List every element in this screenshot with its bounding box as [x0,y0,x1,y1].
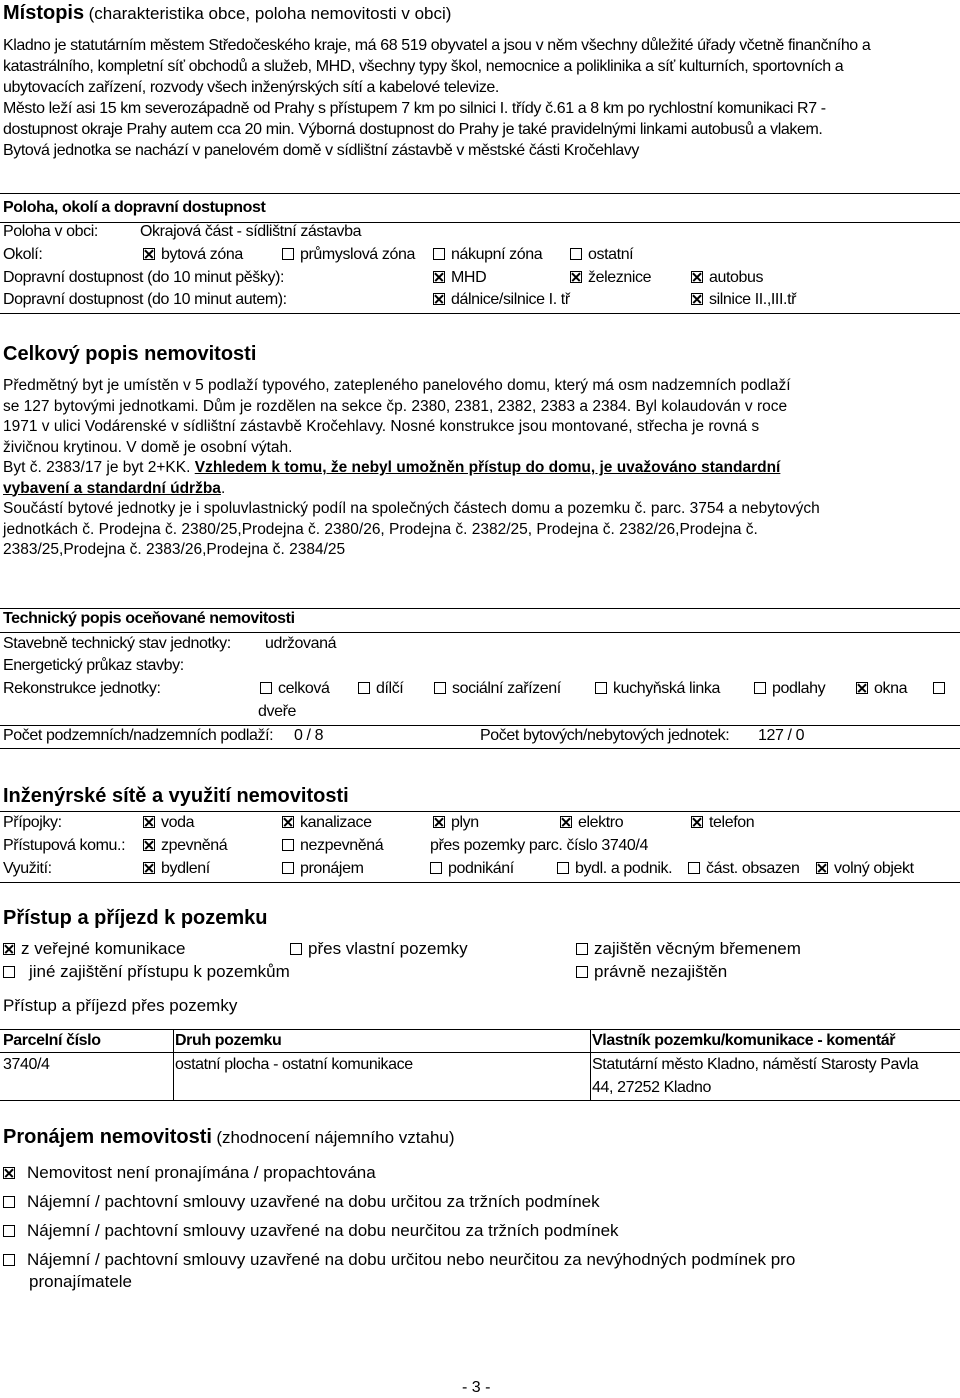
pronajem-heading [3,1126,455,1149]
okoli-option[interactable]: bytová zóna [143,246,243,264]
rekonstrukce-option[interactable]: celková [260,680,329,698]
divider [0,632,960,633]
pripojky-label: Přípojky: [3,814,62,831]
checkbox-empty-icon [576,966,588,978]
checkbox-empty-icon [3,1225,15,1237]
stav-label: Stavebně technický stav jednotky: [3,635,231,652]
podlazi-value: 0 / 8 [294,727,324,744]
podlazi-label: Počet podzemních/nadzemních podlaží: [3,727,274,744]
celkovy-line: 2383/25,Prodejna č. 2383/26,Prodejna č. 2384/25 [3,541,346,558]
checkbox-checked-icon [691,816,703,828]
mistopis-line: Město leží asi 15 km severozápadně od Prahy s přístupem 7 km po silnici I. třídy č.61 a 8 km po rychlostní komunikaci R7 - [3,100,826,117]
checkbox-empty-icon [282,839,294,851]
pronajem-option[interactable]: Nájemní / pachtovní smlouvy uzavřené na dobu určitou nebo neurčitou za nevýhodných podmínek pro [3,1250,795,1270]
vyuziti-option[interactable]: bydlení [143,860,210,878]
table-header: Druh pozemku [175,1032,282,1049]
rekonstrukce-option[interactable]: okna [856,680,907,698]
checkbox-empty-icon [3,1196,15,1208]
mistopis-title: Místopis [3,2,85,24]
jednotek-value: 127 / 0 [758,727,805,744]
autem-option[interactable]: silnice II.,III.tř [691,291,796,309]
rekonstrukce-label: Rekonstrukce jednotky: [3,680,161,697]
energeticky-label: Energetický průkaz stavby: [3,657,184,674]
mistopis-line: Kladno je statutárním městem Středočeského kraje, má 68 519 obyvatel a jsou v něm všechny důležité úřady včetně finančního a [3,37,871,54]
technicky-title: Technický popis oceňované nemovitosti [3,610,295,627]
table-border [0,1100,960,1101]
checkbox-empty-icon [290,943,302,955]
checkbox-checked-icon [856,682,868,694]
checkbox-empty-icon [282,862,294,874]
mistopis-line: ubytovacích zařízení, rozvody všech inženýrských sítí a kabelové televize. [3,79,499,96]
vyuziti-option[interactable]: podnikání [430,860,514,878]
pronajem-option[interactable]: Nájemní / pachtovní smlouvy uzavřené na dobu určitou za tržních podmínek [3,1192,600,1212]
checkbox-checked-icon [433,816,445,828]
divider [0,748,960,749]
checkbox-checked-icon [143,248,155,260]
checkbox-checked-icon [143,862,155,874]
checkbox-empty-icon [260,682,272,694]
checkbox-empty-icon [595,682,607,694]
celkovy-byt-line: Byt č. 2383/17 je byt 2+KK. Vzhledem k tomu, že nebyl umožněn přístup do domu, je uvažováno standardní [3,459,781,476]
pripojka-option[interactable]: voda [143,814,194,832]
checkbox-empty-icon [433,248,445,260]
table-border [590,1029,591,1100]
rekonstrukce-option[interactable]: podlahy [754,680,825,698]
checkbox-checked-icon [691,293,703,305]
checkbox-checked-icon [143,839,155,851]
autem-label: Dopravní dostupnost (do 10 minut autem): [3,291,287,308]
table-cell-vlastnik: Statutární město Kladno, náměstí Starosty Pavla [592,1056,919,1073]
pesky-option[interactable]: MHD [433,269,486,287]
vyuziti-option[interactable]: pronájem [282,860,364,878]
pristup-subtitle: Přístup a příjezd přes pozemky [3,996,238,1015]
table-border [173,1029,174,1100]
table-cell-druh: ostatní plocha - ostatní komunikace [175,1056,413,1073]
mistopis-line: Bytová jednotka se nachází v panelovém domě v sídlištní zástavbě v městské části Kročehlavy [3,142,639,159]
rekonstrukce-option[interactable]: sociální zařízení [434,680,561,698]
checkbox-checked-icon [691,271,703,283]
pripojka-option[interactable]: telefon [691,814,754,832]
stav-value: udržovaná [265,635,337,652]
pristup-option[interactable]: právně nezajištěn [576,962,727,982]
checkbox-empty-icon [434,682,446,694]
pripojka-option[interactable]: elektro [560,814,623,832]
poloha-label: Poloha v obci: [3,223,98,240]
table-border [0,1029,960,1030]
checkbox-empty-icon [570,248,582,260]
divider [0,193,960,194]
rekonstrukce-option[interactable]: kuchyňská linka [595,680,720,698]
checkbox-checked-icon [433,293,445,305]
poloha-title: Poloha, okolí a dopravní dostupnost [3,199,266,216]
checkbox-empty-icon [282,248,294,260]
celkovy-line: 1971 v ulici Vodárenské v sídlištní zástavbě Kročehlavy. Nosné konstrukce jsou montované, střecha je rovná s [3,418,760,435]
divider [0,608,960,609]
pristupova-option[interactable]: zpevněná [143,837,227,855]
pristup-option[interactable]: jiné zajištění přístupu k pozemkům [3,962,290,982]
poloha-value: Okrajová část - sídlištní zástavba [140,223,362,240]
vyuziti-option[interactable]: bydl. a podnik. [557,860,672,878]
okoli-label: Okolí: [3,246,43,263]
divider [0,811,960,812]
checkbox-empty-icon [3,1254,15,1266]
table-cell-vlastnik: 44, 27252 Kladno [592,1079,712,1096]
table-header: Vlastník pozemku/komunikace - komentář [592,1032,896,1049]
page-number: - 3 - [462,1379,491,1396]
pripojka-option[interactable]: kanalizace [282,814,372,832]
pronajem-subtitle: (zhodnocení nájemního vztahu) [216,1128,455,1147]
checkbox-empty-icon [933,682,945,694]
checkbox-checked-icon [143,816,155,828]
pristupova-text: přes pozemky parc. číslo 3740/4 [430,837,648,854]
pronajem-option[interactable]: Nájemní / pachtovní smlouvy uzavřené na dobu neurčitou za tržních podmínek [3,1221,619,1241]
celkovy-line: se 127 bytovými jednotkami. Dům je rozdělen na sekce čp. 2380, 2381, 2382, 2383 a 2384. Byl kolaudován v roce [3,397,788,415]
mistopis-line: katastrálního, kompletní síť obchodů a služeb, MHD, všechny typy škol, nemocnice a poliklinika a síť kulturních, sportovních a [3,58,844,75]
pristupova-label: Přístupová komu.: [3,837,126,854]
pristupova-option[interactable]: nezpevněná [282,837,383,855]
mistopis-heading [3,2,451,25]
divider [0,882,960,883]
checkbox-empty-icon [576,943,588,955]
pesky-option[interactable]: autobus [691,269,763,287]
checkbox-checked-icon [560,816,572,828]
celkovy-line: Předmětný byt je umístěn v 5 podlaží typového, zatepleného panelového domu, který má osm nadzemních podlaží [3,377,791,394]
pripojka-option[interactable]: plyn [433,814,479,832]
divider [0,725,960,726]
pristup-option[interactable]: zajištěn věcným břemenem [576,939,801,959]
celkovy-byt-line: vybavení a standardní údržba. [3,479,226,497]
jednotek-label: Počet bytových/nebytových jednotek: [480,727,730,744]
celkovy-text [3,376,820,561]
okoli-option[interactable]: nákupní zóna [433,246,542,264]
checkbox-checked-icon [570,271,582,283]
checkbox-empty-icon [358,682,370,694]
pristup-title: Přístup a příjezd k pozemku [3,907,268,929]
pesky-option[interactable]: železnice [570,269,651,287]
vyuziti-option[interactable]: volný objekt [816,860,914,878]
celkovy-line: živičnou krytinou. V domě je osobní výtah. [3,438,293,456]
pesky-label: Dopravní dostupnost (do 10 minut pěšky): [3,269,285,286]
checkbox-checked-icon [3,1167,15,1179]
vyuziti-option[interactable]: část. obsazen [688,860,800,878]
pristup-option[interactable]: přes vlastní pozemky [290,939,468,959]
checkbox-checked-icon [816,862,828,874]
pristup-option[interactable]: z veřejné komunikace [3,939,185,959]
autem-option[interactable]: dálnice/silnice I. tř [433,291,570,309]
checkbox-checked-icon [433,271,445,283]
okoli-option[interactable]: ostatní [570,246,633,264]
checkbox-empty-icon [430,862,442,874]
celkovy-title: Celkový popis nemovitosti [3,343,257,365]
mistopis-subtitle: (charakteristika obce, poloha nemovitosti v obci) [88,4,452,23]
pronajem-option[interactable]: Nemovitost není pronajímána / propachtována [3,1163,376,1183]
checkbox-checked-icon [282,816,294,828]
table-cell-parcela: 3740/4 [3,1056,50,1073]
celkovy-line: Součástí bytové jednotky je i spoluvlastnický podíl na společných částech domu a pozemku č. parc. 3754 a nebytových [3,500,820,517]
celkovy-line: jednotkách č. Prodejna č. 2380/25,Prodejna č. 2380/26, Prodejna č. 2382/25, Prodejna č. 2382/26,Prodejna č. [3,520,758,538]
checkbox-empty-icon [557,862,569,874]
table-header: Parcelní číslo [3,1032,101,1049]
table-border [0,1052,960,1053]
checkbox-empty-icon [754,682,766,694]
mistopis-line: dostupnost okraje Prahy autem cca 20 min. Výborná dostupnost do Prahy je také pravidelnými linkami autobusů a vlakem. [3,121,823,138]
pronajem-title: Pronájem nemovitosti [3,1126,212,1148]
mistopis-text [3,35,870,161]
rekonstrukce-wrap: dveře [258,703,297,720]
checkbox-empty-icon [3,966,15,978]
okoli-option[interactable]: průmyslová zóna [282,246,415,264]
site-title: Inženýrské sítě a využití nemovitosti [3,785,349,807]
divider [0,313,960,314]
checkbox-empty-icon [688,862,700,874]
rekonstrukce-option[interactable]: dílčí [358,680,403,698]
rekonstrukce-option[interactable] [933,680,951,698]
checkbox-checked-icon [3,943,15,955]
vyuziti-label: Využití: [3,860,52,877]
pronajem-option-wrap: pronajímatele [29,1272,133,1291]
